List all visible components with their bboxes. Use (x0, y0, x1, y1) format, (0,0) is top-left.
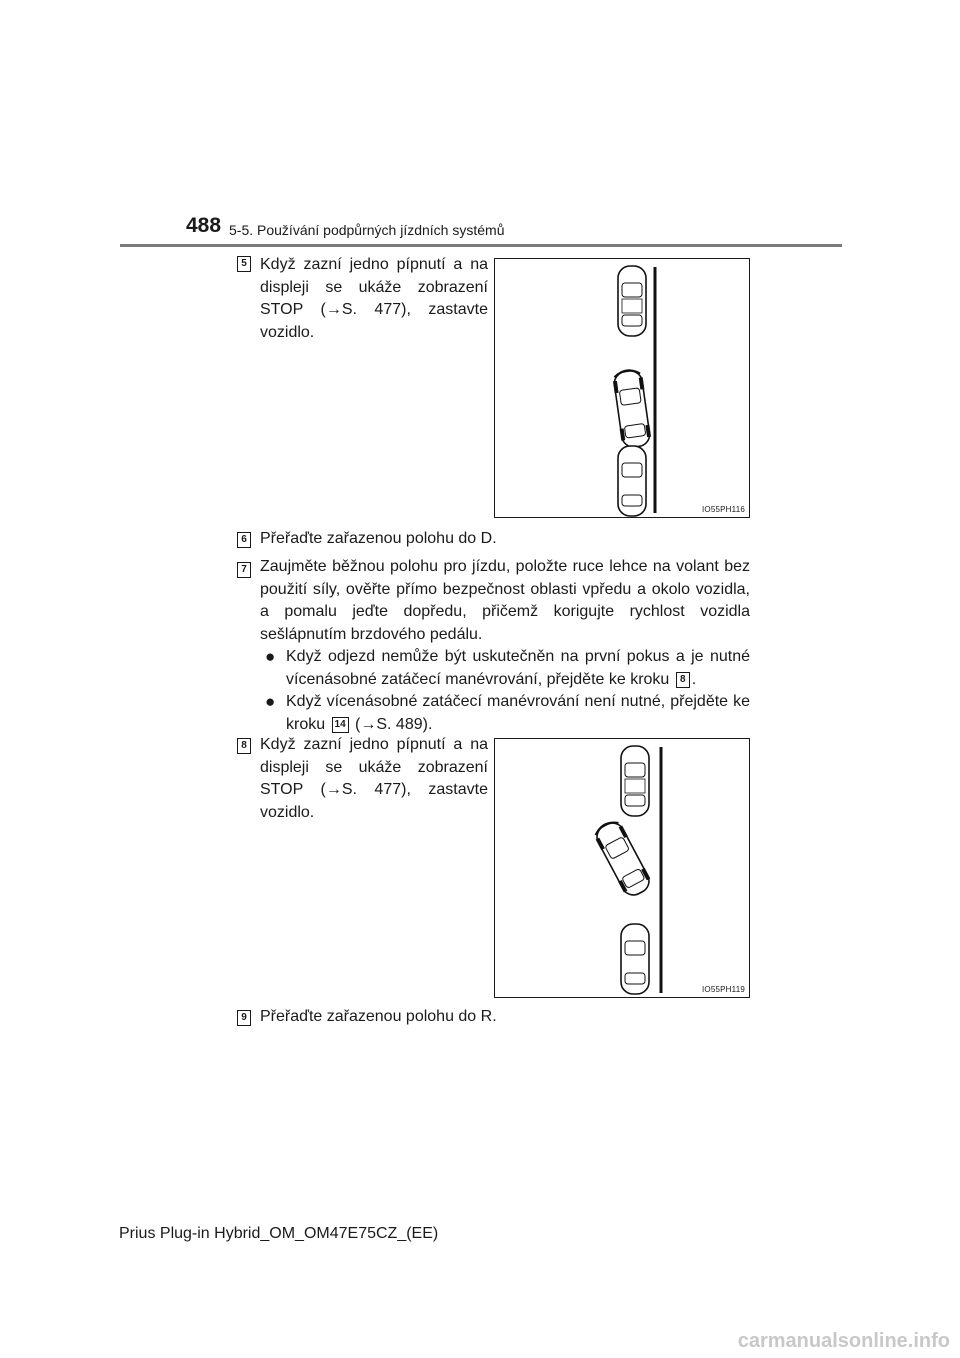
figure-code-119: IO55PH119 (701, 985, 745, 994)
maneuvering-car (612, 368, 652, 448)
step-ref-8[interactable]: 8 (676, 672, 690, 688)
bullet-2-text-end: (→S. 489). (355, 715, 433, 733)
bullet-1-text-end: . (691, 670, 697, 688)
watermark: carmanualsonline.info (737, 1330, 950, 1352)
bullet-2-text: Když vícenásobné zatáčecí manévrování není nutné, přejděte ke kroku (286, 693, 750, 733)
parking-illustration-2 (495, 739, 751, 999)
parked-car-rear (618, 446, 646, 516)
bullet-1-text: Když odjezd nemůže být uskutečněn na první pokus a je nutné vícenásobné zatáčecí manévrování, přejděte ke kroku (286, 648, 750, 688)
section-title: 5-5. Používání podpůrných jízdních systémů (229, 222, 505, 238)
step-number-9: 9 (237, 1010, 251, 1026)
step-number-8: 8 (237, 738, 251, 754)
page-number: 488 (186, 214, 222, 237)
parking-illustration (495, 259, 751, 519)
step-ref-14[interactable]: 14 (332, 717, 349, 733)
parked-car-front (618, 266, 646, 336)
figure-parking-turn (494, 738, 750, 998)
step-7-text: Zaujměte běžnou polohu pro jízdu, položte ruce lehce na volant bez použití síly, ověřte přímo bezpečnost oblasti vpředu a okolo vozidla, a pomalu jeďte dopředu, přičemž korigujte rychlost vozidla sešlápnutím brzdového pedálu. (260, 558, 750, 643)
figure-parking-forward (494, 258, 750, 518)
bullet-mark-2: ● (265, 692, 276, 711)
parked-car-rear-2 (621, 924, 649, 994)
step-number-7: 7 (237, 562, 251, 578)
footer: Prius Plug-in Hybrid_OM_OM47E75CZ_(EE) (119, 1225, 439, 1242)
parked-car-front-2 (621, 746, 649, 816)
step-9-text: Přeřaďte zařazenou polohu do R. (260, 1008, 497, 1025)
bullet-item-2 (265, 691, 750, 736)
step-6-text: Přeřaďte zařazenou polohu do D. (260, 530, 497, 547)
bullet-mark-1: ● (265, 647, 276, 666)
step-number-5: 5 (237, 256, 251, 272)
bullet-item-1 (265, 646, 750, 691)
step-number-6: 6 (237, 532, 251, 548)
header-rule (120, 244, 842, 247)
maneuvering-car-2 (591, 818, 654, 900)
figure-code-116: IO55PH116 (701, 505, 745, 514)
step-5-text: Když zazní jedno pípnutí a na displeji se ukáže zobrazení STOP (→S. 477), zastavte vozidlo. (260, 256, 488, 341)
step-8-text: Když zazní jedno pípnutí a na displeji se ukáže zobrazení STOP (→S. 477), zastavte vozidlo. (260, 736, 488, 821)
